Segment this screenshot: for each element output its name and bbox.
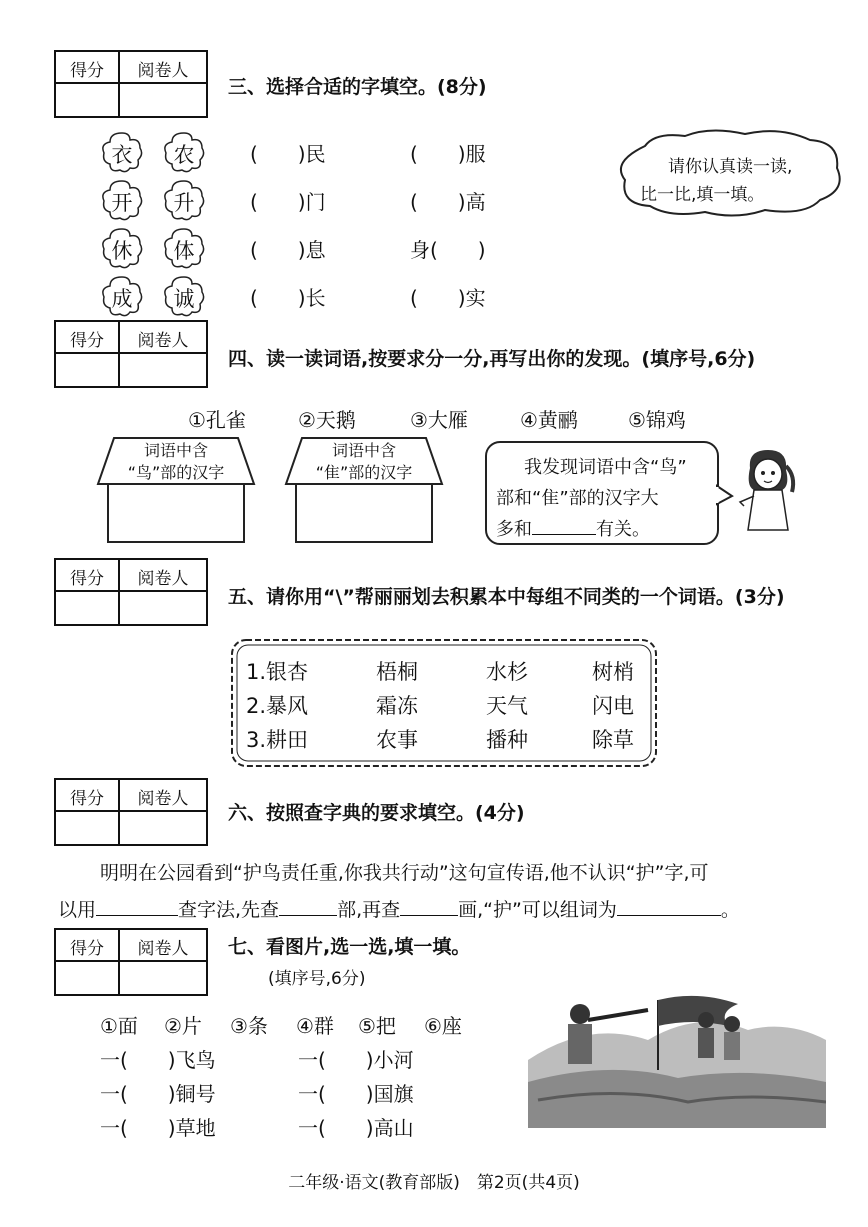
grader-label: 阅卷人 [137, 789, 189, 809]
section-6-title: 六、按照查字典的要求填空。(4分) [228, 802, 525, 824]
finding-blank[interactable] [532, 516, 596, 535]
score-box [54, 928, 208, 996]
measure-option: ④群 [296, 1014, 334, 1038]
section-7-subtitle: (填序号,6分) [268, 969, 366, 989]
house-2-line-1: 词语中含 [331, 441, 396, 460]
grader-label: 阅卷人 [137, 939, 189, 959]
scene-picture [528, 990, 826, 1128]
fill-item[interactable]: 身( ) [410, 238, 486, 262]
flower-char: 开 [100, 178, 144, 222]
s6-paragraph-line-1: 明明在公园看到“护鸟责任重,你我共行动”这句宣传语,他不认识“护”字,可 [100, 862, 709, 884]
score-box [54, 778, 208, 846]
measure-option: ⑤把 [358, 1014, 396, 1038]
fill-item[interactable]: 一( )国旗 [298, 1082, 414, 1106]
fill-item[interactable]: 一( )草地 [100, 1116, 216, 1140]
fill-item[interactable]: ( )服 [410, 142, 486, 166]
fill-item[interactable]: 一( )高山 [298, 1116, 414, 1140]
score-label: 得分 [70, 569, 104, 589]
page-footer: 二年级·语文(教育部版) 第2页(共4页) [288, 1173, 580, 1193]
word-cell[interactable]: 梧桐 [376, 660, 418, 684]
section-5-title: 五、请你用“\”帮丽丽划去积累本中每组不同类的一个词语。(3分) [228, 586, 785, 608]
fill-item[interactable]: ( )门 [250, 190, 326, 214]
word-cell[interactable]: 天气 [486, 694, 528, 718]
word-cell[interactable]: 除草 [592, 728, 634, 752]
word-blank[interactable] [617, 897, 721, 916]
flower-char: 农 [162, 130, 206, 174]
score-box [54, 320, 208, 388]
strokes-blank[interactable] [400, 897, 458, 916]
grader-label: 阅卷人 [137, 569, 189, 589]
method-blank[interactable] [96, 897, 178, 916]
score-label: 得分 [70, 789, 104, 809]
s6-paragraph-line-2: 以用 查字法,先查 部,再查 画,“护”可以组词为 。 [58, 899, 740, 921]
word-cell[interactable]: 闪电 [592, 694, 634, 718]
fill-item[interactable]: ( )实 [410, 286, 486, 310]
score-label: 得分 [70, 939, 104, 959]
measure-option: ①面 [100, 1014, 138, 1038]
score-box [54, 50, 208, 118]
word-cell[interactable]: 播种 [486, 728, 528, 752]
house-1-line-1: 词语中含 [143, 441, 208, 460]
house-1-line-2: “鸟”部的汉字 [127, 463, 225, 482]
section-4-title: 四、读一读词语,按要求分一分,再写出你的发现。(填序号,6分) [228, 348, 756, 370]
flower-char: 成 [100, 274, 144, 318]
finding-line-1: 我发现词语中含“鸟” [524, 457, 687, 478]
word-option: ④黄鹂 [520, 408, 578, 432]
word-cell[interactable]: 3.耕田 [246, 728, 309, 752]
word-option: ①孔雀 [188, 408, 246, 432]
word-cell[interactable]: 2.暴风 [246, 694, 309, 718]
grader-label: 阅卷人 [137, 61, 189, 81]
bubble-line-2: 比一比,填一填。 [640, 185, 765, 205]
score-box [54, 558, 208, 626]
fill-item[interactable]: 一( )飞鸟 [100, 1048, 216, 1072]
word-cell[interactable]: 树梢 [592, 660, 634, 684]
fill-item[interactable]: 一( )小河 [298, 1048, 414, 1072]
flower-char: 衣 [100, 130, 144, 174]
word-option: ③大雁 [410, 408, 468, 432]
fill-item[interactable]: ( )高 [410, 190, 486, 214]
section-3-title: 三、选择合适的字填空。(8分) [228, 76, 487, 98]
fill-item[interactable]: 一( )铜号 [100, 1082, 216, 1106]
word-cell[interactable]: 农事 [376, 728, 418, 752]
word-option: ⑤锦鸡 [628, 408, 686, 432]
measure-option: ⑥座 [424, 1014, 462, 1038]
measure-option: ③条 [230, 1014, 268, 1038]
radical-blank[interactable] [279, 897, 337, 916]
flower-char: 升 [162, 178, 206, 222]
word-cell[interactable]: 水杉 [486, 660, 528, 684]
section-7-title: 七、看图片,选一选,填一填。 [228, 936, 471, 958]
word-cell[interactable]: 霜冻 [376, 694, 418, 718]
bubble-line-1: 请你认真读一读, [668, 157, 793, 177]
finding-line-2: 部和“隹”部的汉字大 [496, 488, 659, 509]
flower-char: 体 [162, 226, 206, 270]
girl-illustration [736, 446, 800, 534]
grader-label: 阅卷人 [137, 331, 189, 351]
flower-char: 休 [100, 226, 144, 270]
flower-char: 诚 [162, 274, 206, 318]
word-cell[interactable]: 1.银杏 [246, 660, 309, 684]
measure-option: ②片 [164, 1014, 202, 1038]
fill-item[interactable]: ( )民 [250, 142, 326, 166]
score-label: 得分 [70, 331, 104, 351]
score-label: 得分 [70, 61, 104, 81]
fill-item[interactable]: ( )长 [250, 286, 326, 310]
word-option: ②天鹅 [298, 408, 356, 432]
finding-line-3: 多和 有关。 [496, 515, 650, 541]
house-2-line-2: “隹”部的汉字 [315, 463, 413, 482]
fill-item[interactable]: ( )息 [250, 238, 326, 262]
